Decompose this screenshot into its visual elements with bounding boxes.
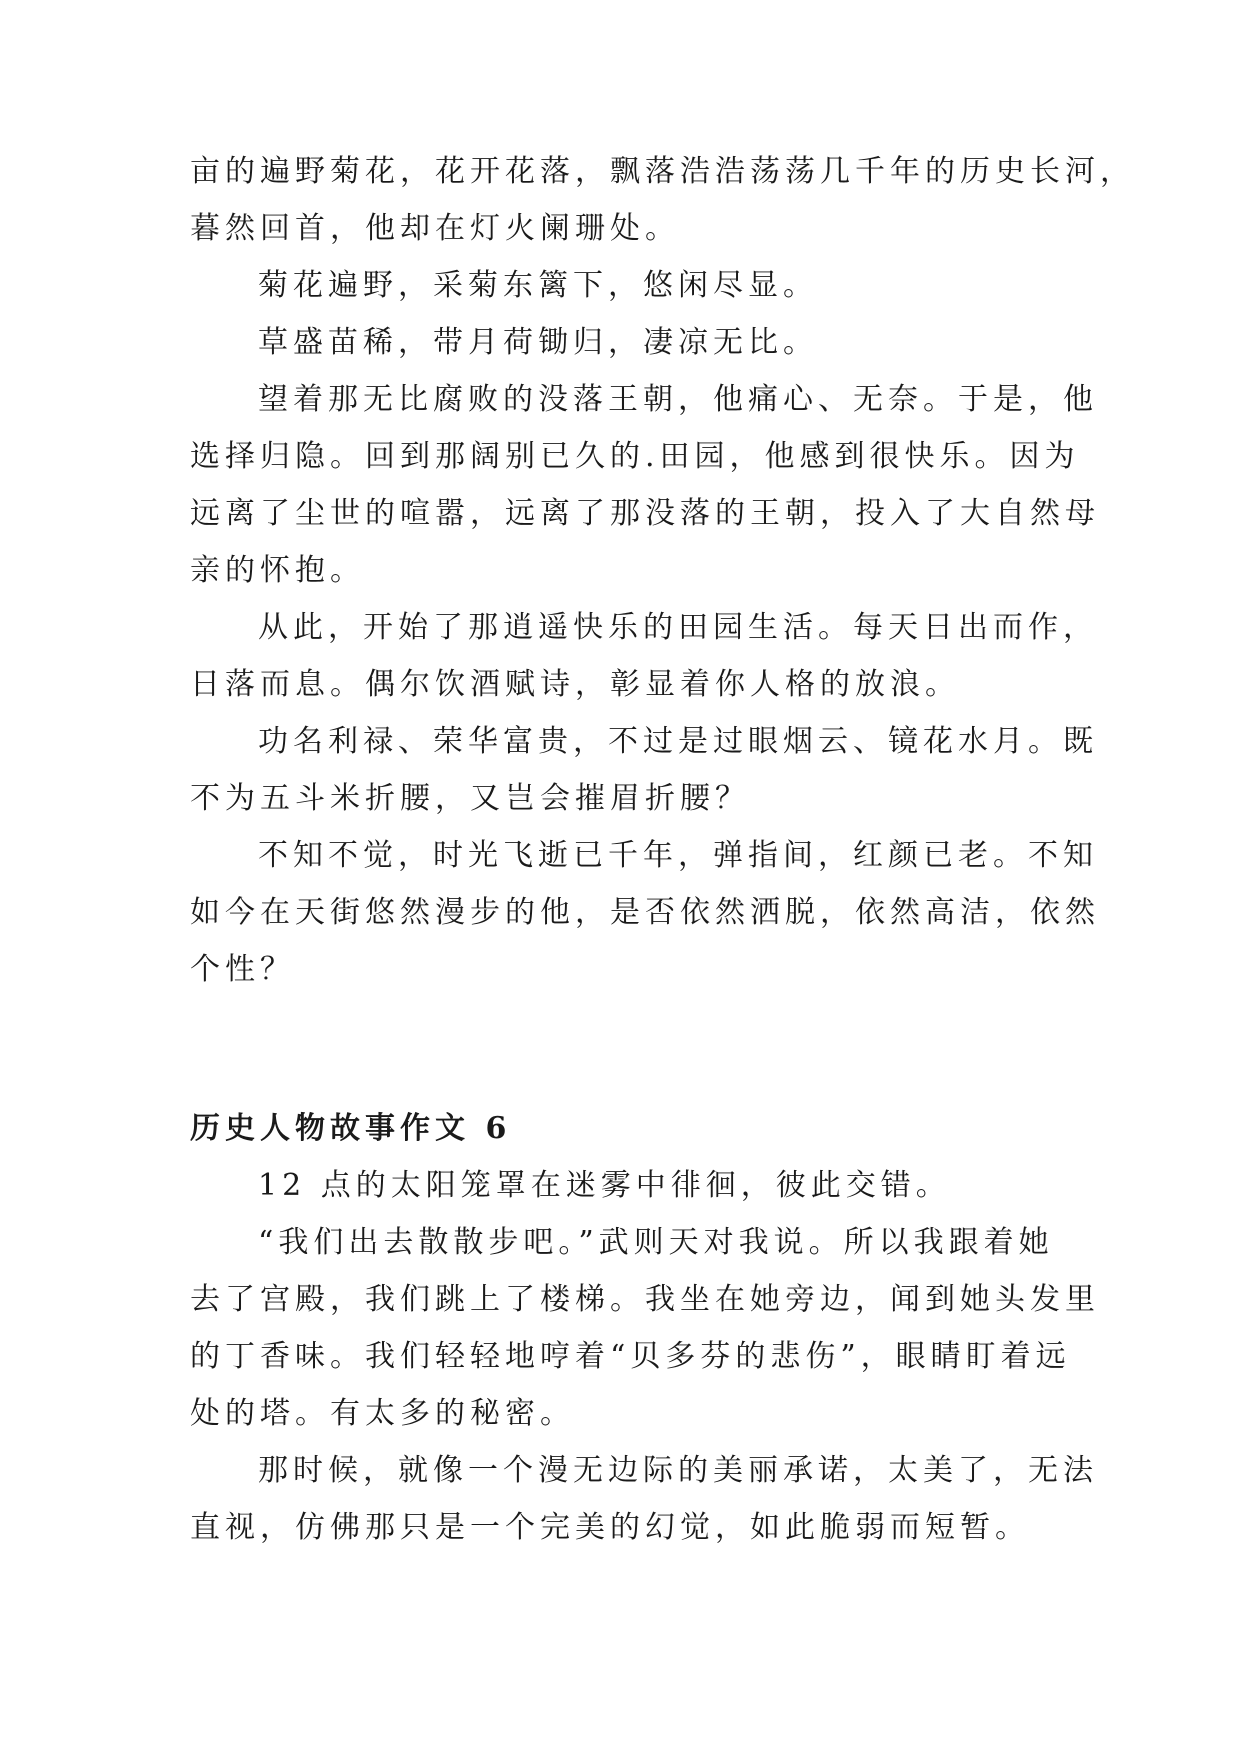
text-line: 不知不觉，时光飞逝已千年，弹指间，红颜已老。不知 bbox=[258, 838, 1098, 873]
text-line: 功名利禄、荣华富贵，不过是过眼烟云、镜花水月。既 bbox=[258, 724, 1098, 759]
essay-section-1 bbox=[190, 143, 1135, 998]
text-line: 亩的遍野菊花，花开花落，飘落浩浩荡荡几千年的历史长河， bbox=[190, 154, 1135, 189]
text-line: 日落而息。偶尔饮酒赋诗，彰显着你人格的放浪。 bbox=[190, 667, 960, 702]
text-line: 菊花遍野，采菊东篱下，悠闲尽显。 bbox=[258, 268, 818, 303]
essay-heading: 历史人物故事作文 6 bbox=[190, 1111, 512, 1146]
text-line: 那时候，就像一个漫无边际的美丽承诺，太美了，无法 bbox=[258, 1453, 1098, 1488]
text-line: 暮然回首，他却在灯火阑珊处。 bbox=[190, 211, 680, 246]
text-line: 如今在天街悠然漫步的他，是否依然洒脱，依然高洁，依然 bbox=[190, 895, 1100, 930]
text-line: 12 点的太阳笼罩在迷雾中徘徊，彼此交错。 bbox=[258, 1168, 951, 1203]
text-line: 不为五斗米折腰，又岂会摧眉折腰？ bbox=[190, 781, 750, 816]
text-line: 远离了尘世的喧嚣，远离了那没落的王朝，投入了大自然母 bbox=[190, 496, 1100, 531]
text-line: 处的塔。有太多的秘密。 bbox=[190, 1396, 575, 1431]
text-line: 去了宫殿，我们跳上了楼梯。我坐在她旁边，闻到她头发里 bbox=[190, 1282, 1100, 1317]
text-line: 的丁香味。我们轻轻地哼着“贝多芬的悲伤”，眼睛盯着远 bbox=[190, 1339, 1071, 1374]
essay-section-2 bbox=[190, 1157, 1100, 1556]
text-line: 亲的怀抱。 bbox=[190, 553, 365, 588]
text-line: 从此，开始了那逍遥快乐的田园生活。每天日出而作， bbox=[258, 610, 1098, 645]
text-line: “我们出去散散步吧。”武则天对我说。所以我跟着她 bbox=[258, 1225, 1054, 1260]
text-line: 选择归隐。回到那阔别已久的.田园，他感到很快乐。因为 bbox=[190, 439, 1080, 474]
text-line: 个性？ bbox=[190, 952, 295, 987]
text-line: 直视，仿佛那只是一个完美的幻觉，如此脆弱而短暂。 bbox=[190, 1510, 1030, 1545]
text-line: 望着那无比腐败的没落王朝，他痛心、无奈。于是，他 bbox=[258, 382, 1098, 417]
text-line: 草盛苗稀，带月荷锄归，凄凉无比。 bbox=[258, 325, 818, 360]
